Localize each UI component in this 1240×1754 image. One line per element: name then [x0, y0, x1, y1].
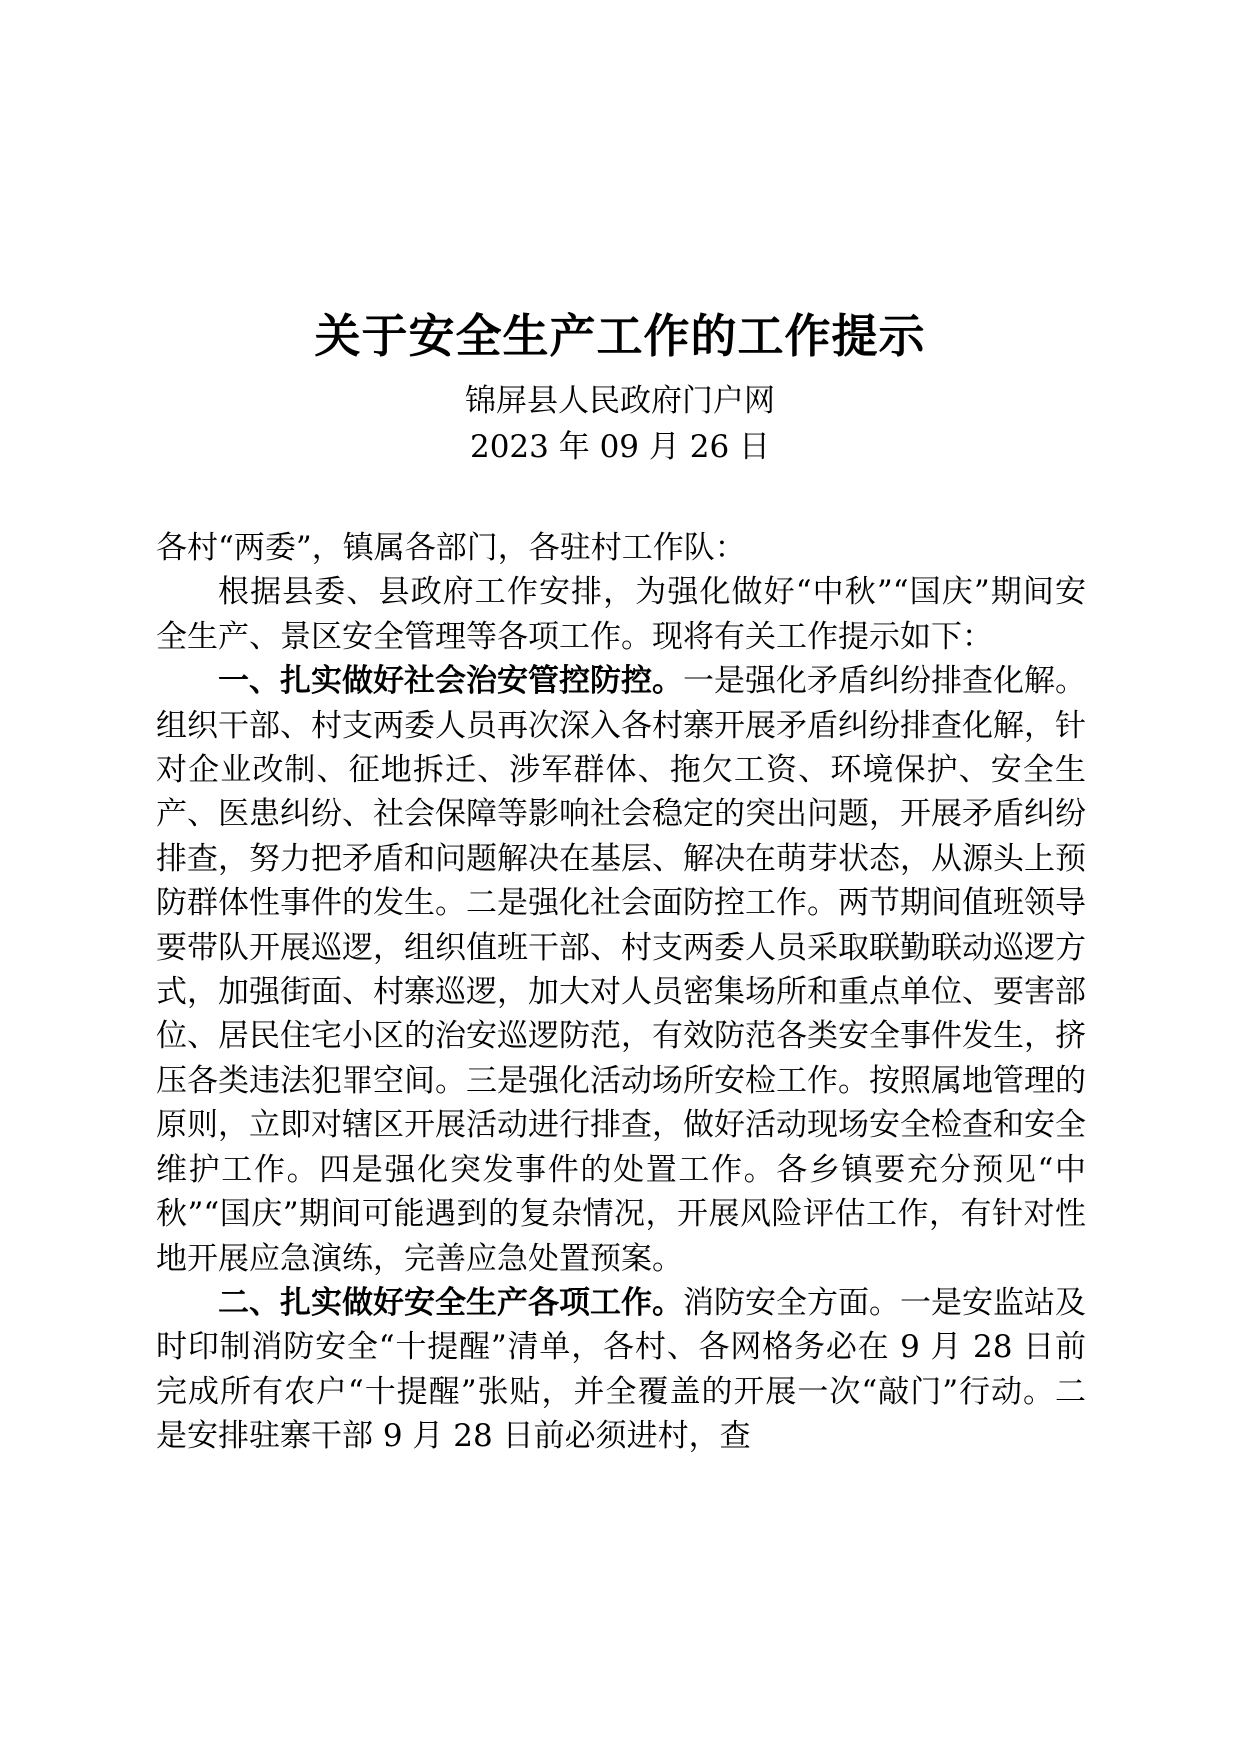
section-text-2: 消防安全方面。一是安监站及时印制消防安全“十提醒”清单，各村、各网格务必在 9 月 28 日前完成所有农户“十提醒”张贴，并全覆盖的开展一次“敲门”行动。二是安排驻寨干部 9 月 28 日前必须进村，查: [156, 1284, 1086, 1455]
section-heading-2: 二、扎实做好安全生产各项工作。: [218, 1284, 683, 1321]
document-title: 关于安全生产工作的工作提示: [314, 309, 926, 363]
section-paragraph-1: [156, 659, 1086, 1281]
salutation: 各村“两委”，镇属各部门，各驻村工作队：: [156, 530, 746, 566]
section-paragraph-2: [156, 1281, 1086, 1459]
section-text-1: 一是强化矛盾纠纷排查化解。组织干部、村支两委人员再次深入各村寨开展矛盾纠纷排查化解，针对企业改制、征地拆迁、涉军群体、拖欠工资、环境保护、安全生产、医患纠纷、社会保障等影响社会稳定的突出问题，开展矛盾纠纷排查，努力把矛盾和问题解决在基层、解决在萌芽状态，从源头上预防群体性事件的发生。二是强化社会面防控工作。两节期间值班领导要带队开展巡逻，组织值班干部、村支两委人员采取联勤联动巡逻方式，加强街面、村寨巡逻，加大对人员密集场所和重点单位、要害部位、居民住宅小区的治安巡逻防范，有效防范各类安全事件发生，挤压各类违法犯罪空间。三是强化活动场所安检工作。按照属地管理的原则，立即对辖区开展活动进行排查，做好活动现场安全检查和安全维护工作。四是强化突发事件的处置工作。各乡镇要充分预见“中秋”“国庆”期间可能遇到的复杂情况，开展风险评估工作，有针对性地开展应急演练，完善应急处置预案。: [156, 663, 1086, 1277]
document-body: [156, 526, 1086, 1459]
intro-paragraph: 根据县委、县政府工作安排，为强化做好“中秋”“国庆”期间安全生产、景区安全管理等各项工作。现将有关工作提示如下：: [156, 574, 1086, 655]
document-source: 锦屏县人民政府门户网: [465, 383, 775, 419]
section-heading-1: 一、扎实做好社会治安管控防控。: [218, 663, 683, 700]
document-date: 2023 年 09 月 26 日: [469, 429, 771, 465]
